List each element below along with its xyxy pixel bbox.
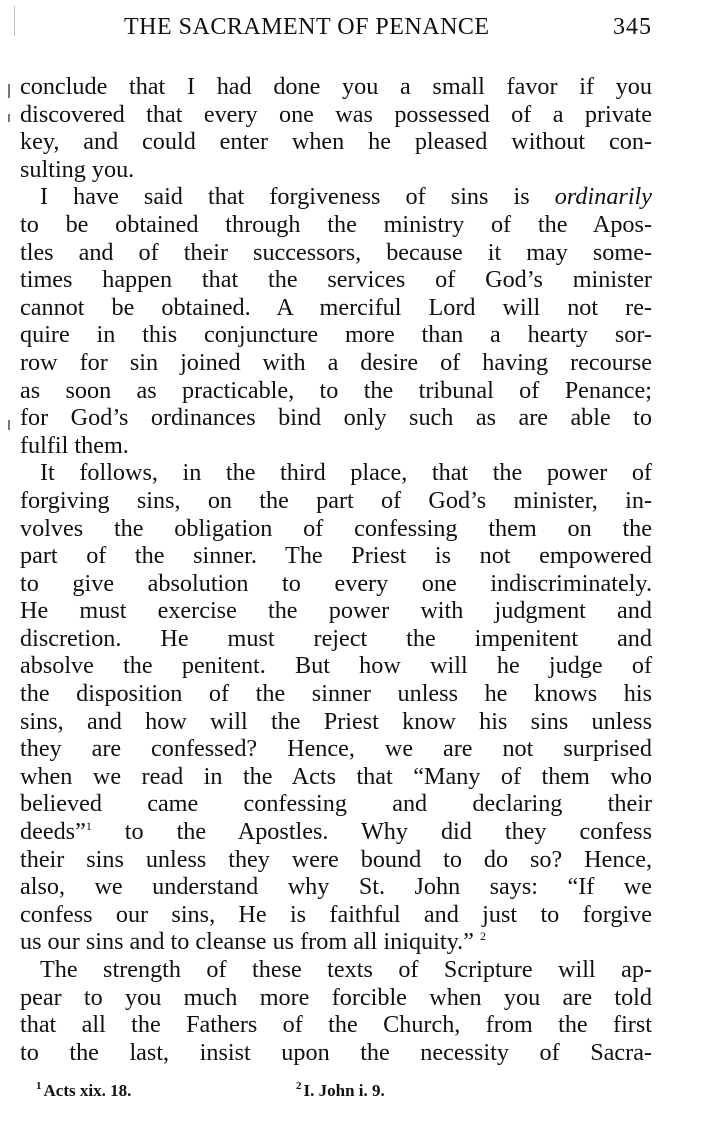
footnote-reference: 2 (479, 929, 486, 944)
text-run: I have said that forgiveness of sins is (40, 183, 555, 211)
text-line: He must exercise the power with judgment and (20, 597, 652, 625)
text-line: part of the sinner. The Priest is not empowered (20, 542, 652, 570)
page-number: 345 (613, 14, 652, 40)
footnote (296, 1081, 385, 1101)
margin-mark (8, 114, 10, 122)
text-line: to the last, insist upon the necessity of Sacra- (20, 1038, 652, 1066)
paragraph-start-line (20, 183, 652, 211)
text-line: discretion. He must reject the impenitent and (20, 624, 652, 652)
text-run: deeds” (20, 818, 86, 846)
margin-mark (8, 84, 10, 98)
text-line: cannot be obtained. A merciful Lord will not re- (20, 293, 652, 321)
text-line: their sins unless they were bound to do so? Hence, (20, 845, 652, 873)
emphasis-text: ordinarily (554, 183, 652, 211)
text-line: volves the obligation of confessing them on the (20, 514, 652, 542)
running-title: THE SACRAMENT OF PENANCE (124, 14, 490, 40)
margin-mark (14, 6, 15, 36)
footnote-text: I. John i. 9. (303, 1081, 385, 1100)
text-line: to be obtained through the ministry of the Apos- (20, 210, 652, 238)
text-line: believed came confessing and declaring their (20, 790, 652, 818)
text-line (20, 928, 652, 956)
text-line: as soon as practicable, to the tribunal of Penance; (20, 376, 652, 404)
footnote-marker: 2 (296, 1080, 302, 1093)
text-line: discovered that every one was possessed of a private (20, 100, 652, 128)
text-line: key, and could enter when he pleased without con- (20, 128, 652, 156)
body-text (20, 73, 652, 1066)
text-line: absolve the penitent. But how will he judge of (20, 652, 652, 680)
text-line: sulting you. (20, 155, 135, 183)
text-line: tles and of their successors, because it may some- (20, 238, 652, 266)
footnote-reference: 1 (85, 818, 92, 833)
margin-mark (8, 420, 10, 430)
text-line: fulfil them. (20, 431, 129, 459)
running-head (20, 14, 652, 50)
text-line: also, we understand why St. John says: “If we (20, 873, 652, 901)
text-run: to the Apostles. Why did they confess (91, 818, 652, 846)
text-line: confess our sins, He is faithful and just to forgive (20, 900, 652, 928)
text-line: row for sin joined with a desire of having recourse (20, 348, 652, 376)
paragraph-start-line: The strength of these texts of Scripture will ap- (40, 956, 652, 983)
text-run: us our sins and to cleanse us from all iniquity.” (20, 928, 474, 956)
text-line (20, 818, 652, 846)
text-line: sins, and how will the Priest know his sins unless (20, 707, 652, 735)
text-line: for God’s ordinances bind only such as are able to (20, 404, 652, 432)
text-line: conclude that I had done you a small favor if you (20, 73, 652, 100)
text-line: when we read in the Acts that “Many of them who (20, 762, 652, 790)
text-line: forgiving sins, on the part of God’s minister, in- (20, 486, 652, 514)
footnote-text: Acts xix. 18. (43, 1081, 132, 1100)
text-line: quire in this conjuncture more than a hearty sor- (20, 321, 652, 349)
text-line: to give absolution to every one indiscriminately. (20, 569, 652, 597)
footnote-marker: 1 (36, 1080, 42, 1093)
text-line: pear to you much more forcible when you are told (20, 983, 652, 1011)
text-line: times happen that the services of God’s minister (20, 266, 652, 294)
text-line: that all the Fathers of the Church, from the first (20, 1011, 652, 1039)
text-line: they are confessed? Hence, we are not surprised (20, 735, 652, 763)
paragraph-start-line: It follows, in the third place, that the power of (40, 459, 652, 487)
text-line: the disposition of the sinner unless he knows his (20, 680, 652, 708)
footnote (36, 1081, 131, 1101)
